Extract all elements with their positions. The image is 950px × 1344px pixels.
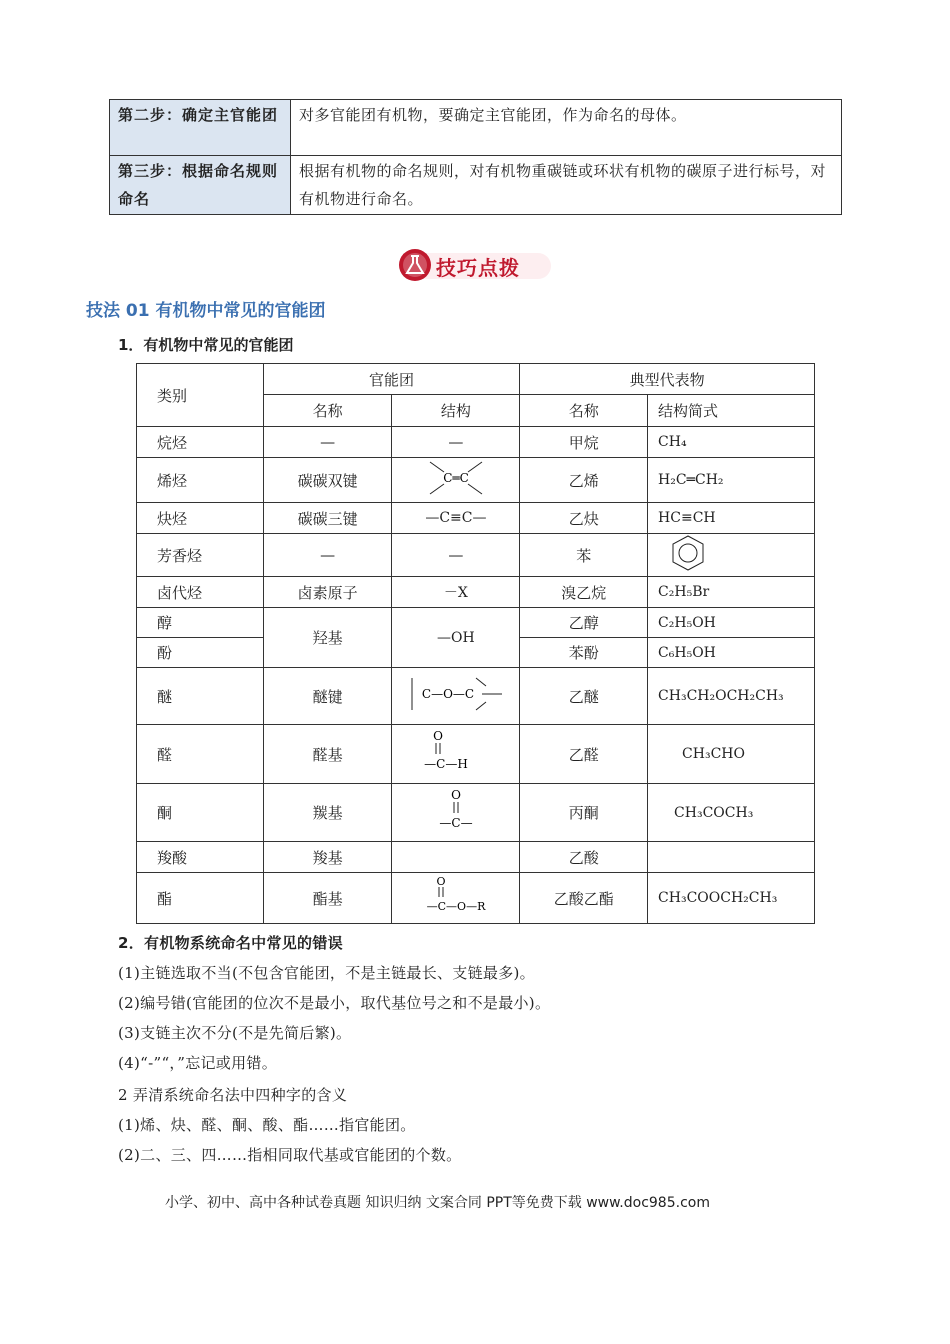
step-key: 第二步：确定主官能团 <box>110 100 291 156</box>
badge-title: 技巧点拨 <box>436 256 520 280</box>
alkene-struct-text: C═C <box>443 471 469 485</box>
list-item: (4)“-”“，”忘记或用错。 <box>118 1054 277 1072</box>
table-row: 醚 醚键 C—O—C 乙醚 CH₃CH₂OCH₂CH₃ <box>137 668 815 725</box>
table-row: 酚 苯酚 C₆H₅OH <box>137 638 815 668</box>
step-value: 根据有机物的命名规则，对有机物重碳链或环状有机物的碳原子进行标号，对有机物进行命名。 <box>291 156 842 215</box>
header-tname: 名称 <box>520 395 648 427</box>
page-footer: 小学、初中、高中各种试卷真题 知识归纳 文案合同 PPT等免费下载 www.doc985.com <box>165 1195 710 1211</box>
list-item: (3)支链主次不分(不是先简后繁)。 <box>118 1024 352 1042</box>
aldehyde-structure <box>392 725 520 784</box>
header-formula: 结构简式 <box>648 395 815 427</box>
list-item: (1)主链选取不当(不包含官能团，不是主链最长、支链最多)。 <box>118 964 535 982</box>
ether-struct-text: C—O—C <box>421 687 474 701</box>
table-row: 炔烃 碳碳三键 —C≡C— 乙炔 HC≡CH <box>137 503 815 534</box>
table-row: 烯烃 碳碳双键 C═C 乙烯 H₂C═CH₂ <box>137 458 815 503</box>
subheading: 1．有机物中常见的官能团 <box>118 336 294 354</box>
list-item: (2)编号错(官能团的位次不是最小，取代基位号之和不是最小)。 <box>118 994 551 1012</box>
steps-table <box>109 99 842 215</box>
list-item: (1)烯、炔、醛、酮、酸、酯……指官能团。 <box>118 1116 416 1134</box>
svg-text:O: O <box>436 875 446 888</box>
svg-text:O: O <box>450 787 461 802</box>
ketone-struct-text: —C— <box>439 815 473 830</box>
ester-struct-text: —C—O—R <box>426 900 486 913</box>
benzene-structure <box>648 534 815 577</box>
aldehyde-struct-text: —C—H <box>424 757 468 771</box>
list-item: (2)二、三、四……指相同取代基或官能团的个数。 <box>118 1146 462 1164</box>
table-row: 醇 羟基 —OH 乙醇 C₂H₅OH <box>137 608 815 638</box>
header-struct: 结构 <box>392 395 520 427</box>
table-row: 羧酸 羧基 乙酸 <box>137 842 815 873</box>
functional-group-table <box>136 363 815 924</box>
section-title: 技法 01 有机物中常见的官能团 <box>86 301 326 321</box>
alkene-structure <box>392 458 520 503</box>
table-row: 烷烃 — — 甲烷 CH₄ <box>137 427 815 458</box>
table-row: 卤代烃 卤素原子 －X 溴乙烷 C₂H₅Br <box>137 577 815 608</box>
benzene-ring-icon <box>668 534 708 572</box>
subheading: 2．有机物系统命名中常见的错误 <box>118 934 343 952</box>
table-row: 酮 羰基 O —C— 丙酮 CH₃COCH₃ <box>137 784 815 842</box>
subheading: 2 弄清系统命名法中四种字的含义 <box>118 1086 348 1104</box>
ester-structure <box>392 873 520 924</box>
header-typical: 典型代表物 <box>520 364 815 395</box>
header-category: 类别 <box>137 364 264 427</box>
table-row: 醛 醛基 O —C—H 乙醛 CH₃CHO <box>137 725 815 784</box>
header-group: 官能团 <box>263 364 520 395</box>
ether-structure <box>392 668 520 725</box>
table-row: 酯 酯基 O —C—O—R 乙酸乙酯 CH₃COOCH₂CH₃ <box>137 873 815 924</box>
svg-text:O: O <box>432 729 443 743</box>
ketone-structure <box>392 784 520 842</box>
table-row: 芳香烃 — — 苯 <box>137 534 815 577</box>
header-name: 名称 <box>263 395 392 427</box>
step-value: 对多官能团有机物，要确定主官能团，作为命名的母体。 <box>291 100 842 156</box>
step-key: 第三步：根据命名规则命名 <box>110 156 291 215</box>
